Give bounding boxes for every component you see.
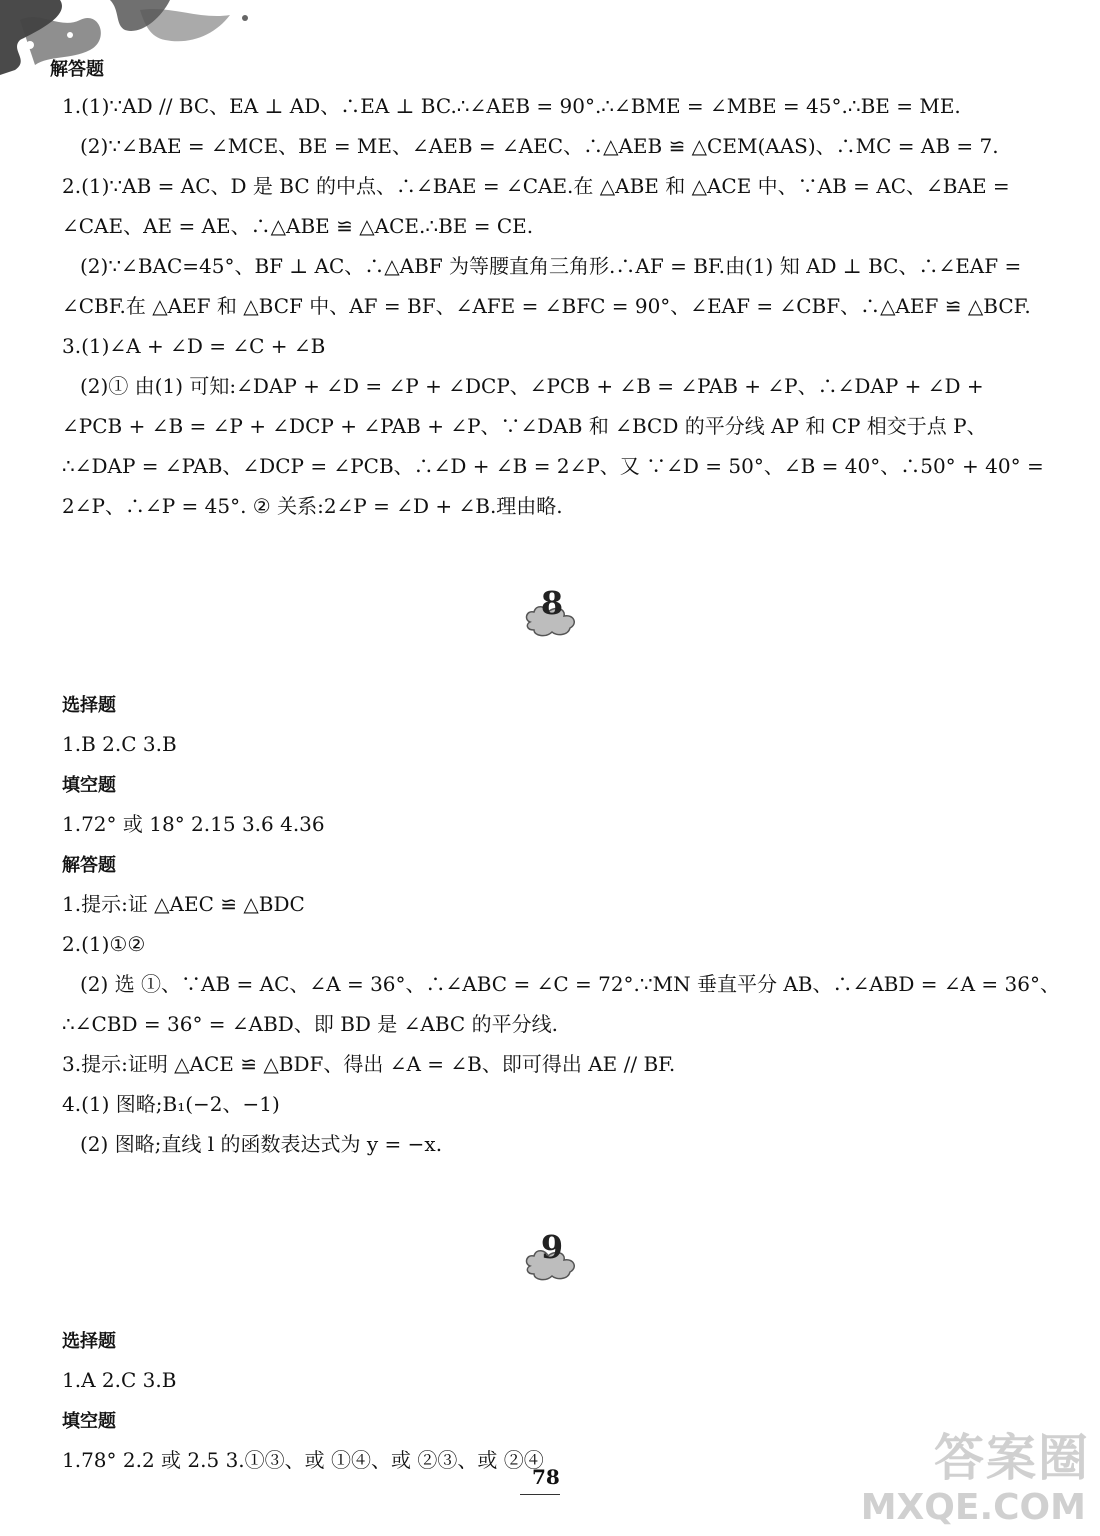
watermark-bottom-text: MXQE.COM [860,1487,1086,1528]
section9-tiankong-answers: 1.78° 2.2 或 2.5 3.①③、或 ①④、或 ②③、或 ②④ [62,1448,544,1472]
section8-tiankong-heading: 填空题 [62,775,116,796]
s7-line: 2.(1)∵AB = AC、D 是 BC 的中点、∴∠BAE = ∠CAE.在 △ABE 和 △ACE 中、∵AB = AC、∠BAE = [62,174,1010,198]
s7-line: ∠CAE、AE = AE、∴△ABE ≌ △ACE.∴BE = CE. [62,214,534,238]
watermark-top-text: 答案圈 [934,1429,1090,1487]
s7-line: 3.(1)∠A + ∠D = ∠C + ∠B [62,334,326,358]
s7-line: (2)① 由(1) 可知:∠DAP + ∠D = ∠P + ∠DCP、∠PCB + ∠B = ∠PAB + ∠P、∴∠DAP + ∠D + [80,374,984,398]
s8-line: 3.提示:证明 △ACE ≌ △BDF、得出 ∠A = ∠B、即可得出 AE // BF. [62,1052,676,1076]
corner-decoration-graphic [0,0,270,95]
section9-tiankong-heading: 填空题 [62,1411,116,1432]
page-number-underline [520,1494,560,1495]
s8-line: 2.(1)①② [62,932,146,956]
section-8-number: 8 [540,584,564,622]
section-9-number: 9 [540,1228,564,1266]
s7-line: ∴∠DAP = ∠PAB、∠DCP = ∠PCB、∴∠D + ∠B = 2∠P、又 ∵∠D = 50°、∠B = 40°、∴50° + 40° = [62,454,1044,478]
section7-jieda-heading: 解答题 [50,59,104,80]
s8-line: 1.提示:证 △AEC ≌ △BDC [62,892,305,916]
section8-xuanze-heading: 选择题 [62,695,116,716]
watermark-logo [860,1418,1090,1528]
page-number: 78 [532,1465,560,1489]
s7-line: ∠CBF.在 △AEF 和 △BCF 中、AF = BF、∠AFE = ∠BFC = 90°、∠EAF = ∠CBF、∴△AEF ≌ △BCF. [62,294,1031,318]
section-9-badge [522,1228,582,1284]
s7-line: (2)∵∠BAE = ∠MCE、BE = ME、∠AEB = ∠AEC、∴△AEB ≌ △CEM(AAS)、∴MC = AB = 7. [80,134,999,158]
s8-line: (2) 图略;直线 l 的函数表达式为 y = −x. [80,1132,443,1156]
s8-line: ∴∠CBD = 36° = ∠ABD、即 BD 是 ∠ABC 的平分线. [62,1012,558,1036]
s7-line: ∠PCB + ∠B = ∠P + ∠DCP + ∠PAB + ∠P、∵∠DAB 和 ∠BCD 的平分线 AP 和 CP 相交于点 P、 [62,414,987,438]
s7-line: 1.(1)∵AD // BC、EA ⊥ AD、∴EA ⊥ BC.∴∠AEB = 90°.∴∠BME = ∠MBE = 45°.∴BE = ME. [62,94,961,118]
section8-jieda-heading: 解答题 [62,855,116,876]
section8-tiankong-answers: 1.72° 或 18° 2.15 3.6 4.36 [62,812,325,836]
section-8-badge [522,584,582,640]
section9-xuanze-answers: 1.A 2.C 3.B [62,1368,177,1392]
section8-xuanze-answers: 1.B 2.C 3.B [62,732,177,756]
s7-line: (2)∵∠BAC=45°、BF ⊥ AC、∴△ABF 为等腰直角三角形.∴AF = BF.由(1) 知 AD ⊥ BC、∴∠EAF = [80,254,1022,278]
s8-line: (2) 选 ①、∵AB = AC、∠A = 36°、∴∠ABC = ∠C = 72°.∵MN 垂直平分 AB、∴∠ABD = ∠A = 36°、 [80,972,1060,996]
section9-xuanze-heading: 选择题 [62,1331,116,1352]
s7-line: 2∠P、∴∠P = 45°. ② 关系:2∠P = ∠D + ∠B.理由略. [62,494,563,518]
s8-line: 4.(1) 图略;B₁(−2、−1) [62,1092,280,1116]
